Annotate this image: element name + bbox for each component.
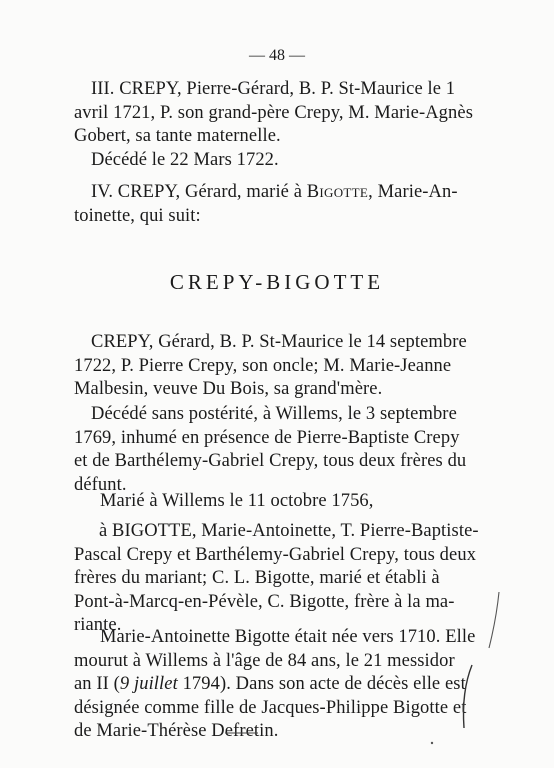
marriage-line: Marié à Willems le 11 octobre 1756, xyxy=(100,491,374,511)
pencil-stroke-lower xyxy=(463,665,472,728)
birth-line-3: Malbesin, veuve Du Bois, sa grand'mère. xyxy=(74,379,383,399)
page-number: — 48 — xyxy=(249,47,305,64)
entry-iv-text-b: , Marie-An- xyxy=(368,182,458,202)
pencil-dot xyxy=(431,742,433,744)
entry-iv-text-a: IV. CREPY, Gérard, marié à xyxy=(91,182,307,202)
note-date-italic: 9 juillet xyxy=(119,674,178,694)
note-line-5: de Marie-Thérèse Defretin. xyxy=(74,721,279,741)
entry-iii-line-2: avril 1721, P. son grand-père Crepy, M. Marie-Agnès xyxy=(74,103,473,123)
entry-iii-death-line: Décédé le 22 Mars 1722. xyxy=(91,150,279,170)
death-line-1: Décédé sans postérité, à Willems, le 3 septembre xyxy=(91,404,457,424)
note-text-b: 1794). Dans son acte de décès elle est xyxy=(177,674,466,694)
note-line-4: désignée comme fille de Jacques-Philippe Bigotte et xyxy=(74,698,467,718)
entry-iv-spouse-name: Bigotte xyxy=(306,182,369,202)
pencil-stroke-upper xyxy=(489,592,499,648)
spouse-line-2: Pascal Crepy et Barthélemy-Gabriel Crepy, tous deux xyxy=(74,545,477,565)
spouse-line-3: frères du mariant; C. L. Bigotte, marié et établi à xyxy=(74,568,440,588)
death-line-2: 1769, inhumé en présence de Pierre-Baptiste Crepy xyxy=(74,428,460,448)
birth-line-2: 1722, P. Pierre Crepy, son oncle; M. Marie-Jeanne xyxy=(74,356,452,376)
entry-iv-line-2: toinette, qui suit: xyxy=(74,206,201,226)
entry-iii-line-3: Gobert, sa tante maternelle. xyxy=(74,126,281,146)
note-line-2: mourut à Willems à l'âge de 84 ans, le 21 messidor xyxy=(74,651,455,671)
spouse-line-4: Pont-à-Marcq-en-Pévèle, C. Bigotte, frère à la ma- xyxy=(74,592,455,612)
spouse-line-5: riante. xyxy=(74,615,122,635)
entry-iii-line-1: III. CREPY, Pierre-Gérard, B. P. St-Maurice le 1 xyxy=(91,79,456,99)
birth-line-1: CREPY, Gérard, B. P. St-Maurice le 14 septembre xyxy=(91,332,467,352)
death-line-4: défunt. xyxy=(74,475,127,495)
death-line-3: et de Barthélemy-Gabriel Crepy, tous deux frères du xyxy=(74,451,467,471)
section-title: CREPY-BIGOTTE xyxy=(169,270,385,294)
note-line-1: Marie-Antoinette Bigotte était née vers 1710. Elle xyxy=(100,627,476,647)
spouse-line-1: à BIGOTTE, Marie-Antoinette, T. Pierre-Baptiste- xyxy=(99,521,479,541)
note-text-a: an II ( xyxy=(74,674,120,694)
